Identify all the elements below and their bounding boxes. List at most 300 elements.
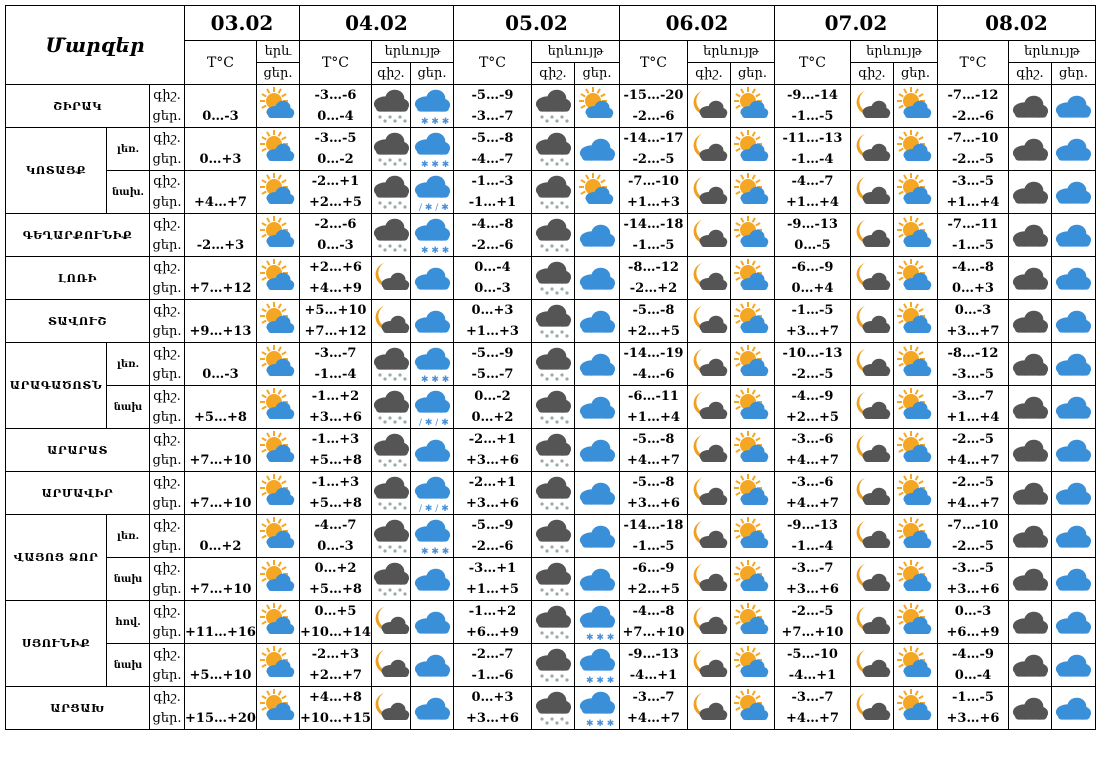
weather-icon-cell — [893, 515, 937, 558]
sun-cloud-icon — [733, 259, 771, 297]
sun-cloud-icon — [733, 388, 771, 426]
temp-cell: -1…+3 +5…+8 — [299, 472, 371, 515]
moon-cloud-icon — [853, 388, 891, 426]
cloud-sleet-icon — [413, 474, 451, 512]
sun-cloud-icon — [733, 474, 771, 512]
sun-cloud-icon — [259, 603, 297, 641]
temp-cell: -5…-8 +2…+5 — [619, 300, 687, 343]
weather-icon-cell — [256, 343, 299, 386]
moon-cloud-icon — [853, 517, 891, 555]
temp-day1: 0…-3 — [185, 85, 257, 128]
svg-text:✱ ✱ ✱: ✱ ✱ ✱ — [420, 375, 450, 383]
night-header: գիշ. — [850, 63, 893, 85]
sun-cloud-icon — [259, 388, 297, 426]
blue-cloud-icon — [1054, 87, 1092, 125]
weather-icon-cell — [850, 257, 893, 300]
date-3: 05.02 — [453, 6, 619, 41]
weather-icon-cell — [1008, 644, 1051, 687]
day-header: ցեր. — [1051, 63, 1095, 85]
temp-cell: -5…-9 -2…-6 — [453, 515, 531, 558]
weather-icon-cell — [371, 257, 410, 300]
weather-icon-cell — [687, 515, 730, 558]
weather-icon-cell — [850, 128, 893, 171]
weather-icon-cell — [893, 300, 937, 343]
weather-icon-cell — [687, 343, 730, 386]
day-header: ցեր. — [730, 63, 774, 85]
weather-icon-cell — [1051, 343, 1095, 386]
temp-cell: -14…-18 -1…-5 — [619, 515, 687, 558]
region-name: ԱՐԱԳԱԾՈՏՆ — [6, 343, 107, 429]
temp-cell: -3…-5 +3…+6 — [937, 558, 1008, 601]
weather-icon-cell — [574, 171, 619, 214]
temp-cell: -3…-7 +4…+7 — [619, 687, 687, 730]
sun-cloud-icon — [896, 689, 934, 727]
temp-day1: -2…+3 — [185, 214, 257, 257]
svg-text:✱ ✱ ✱: ✱ ✱ ✱ — [420, 246, 450, 254]
table-row — [6, 472, 1096, 515]
temp-cell: -14…-18 -1…-5 — [619, 214, 687, 257]
temp-cell: -2…+1 +3…+6 — [453, 472, 531, 515]
temp-cell: -4…-9 0…-4 — [937, 644, 1008, 687]
weather-icon-cell — [371, 386, 410, 429]
region-part: նախ. — [107, 171, 150, 214]
weather-icon-cell — [850, 300, 893, 343]
weather-icon-cell — [256, 257, 299, 300]
weather-icon-cell — [1051, 85, 1095, 128]
sun-cloud-icon — [896, 517, 934, 555]
weather-icon-cell — [893, 429, 937, 472]
weather-icon-cell — [1008, 472, 1051, 515]
weather-icon-cell — [371, 300, 410, 343]
sun-cloud-icon — [733, 87, 771, 125]
temp-cell: -1…-5 +3…+6 — [937, 687, 1008, 730]
dark-cloud-icon — [1011, 259, 1049, 297]
cloud-snow-icon — [534, 87, 572, 125]
sun-cloud-icon — [896, 259, 934, 297]
cloud-snow-icon — [534, 345, 572, 383]
weather-icon-cell — [574, 343, 619, 386]
weather-icon-cell — [850, 644, 893, 687]
weather-icon-cell — [893, 85, 937, 128]
time-of-day: գիշ. ցեր. — [150, 343, 185, 386]
weather-icon-cell — [850, 214, 893, 257]
blue-cloud-icon — [1054, 560, 1092, 598]
weather-icon-cell — [574, 429, 619, 472]
blue-cloud-icon — [1054, 216, 1092, 254]
weather-icon-cell — [1008, 300, 1051, 343]
weather-icon-cell — [371, 472, 410, 515]
sun-cloud-icon — [896, 388, 934, 426]
region-part: հով. — [107, 601, 150, 644]
moon-cloud-icon — [853, 474, 891, 512]
time-of-day: գիշ. ցեր. — [150, 515, 185, 558]
weather-icon-cell — [730, 601, 774, 644]
weather-icon-cell — [687, 171, 730, 214]
tc-header: T°C — [299, 41, 371, 85]
time-of-day: գիշ. ցեր. — [150, 300, 185, 343]
table-row — [6, 257, 1096, 300]
sun-cloud-icon — [896, 173, 934, 211]
cloud-snowflake-icon — [413, 216, 451, 254]
weather-icon-cell — [410, 214, 453, 257]
weather-icon-cell — [850, 472, 893, 515]
weather-icon-cell — [893, 128, 937, 171]
weather-icon-cell — [730, 128, 774, 171]
temp-cell: -9…-13 -4…+1 — [619, 644, 687, 687]
weather-icon-cell — [1008, 558, 1051, 601]
svg-text:✱ ✱ ✱: ✱ ✱ ✱ — [420, 160, 450, 168]
dark-cloud-icon — [1011, 474, 1049, 512]
cloud-snowflake-icon — [413, 87, 451, 125]
tc-header: T°C — [937, 41, 1008, 85]
dark-cloud-icon — [1011, 173, 1049, 211]
weather-icon-cell — [687, 558, 730, 601]
temp-cell: -2…-5 +4…+7 — [937, 429, 1008, 472]
weather-icon-cell — [1051, 300, 1095, 343]
moon-cloud-icon — [372, 603, 410, 641]
weather-icon-cell — [531, 343, 574, 386]
table-row — [6, 214, 1096, 257]
sun-cloud-icon — [578, 87, 616, 125]
sun-cloud-icon — [896, 87, 934, 125]
cloud-snowflake-icon — [578, 603, 616, 641]
weather-icon-cell — [850, 601, 893, 644]
weather-icon-cell — [256, 601, 299, 644]
moon-cloud-icon — [690, 259, 728, 297]
blue-cloud-icon — [1054, 388, 1092, 426]
time-of-day: գիշ. ցեր. — [150, 128, 185, 171]
moon-cloud-icon — [853, 689, 891, 727]
svg-text:✱ ✱ ✱: ✱ ✱ ✱ — [585, 719, 615, 727]
weather-icon-cell — [1051, 515, 1095, 558]
moon-cloud-icon — [853, 302, 891, 340]
regions-header: Մարզեր — [6, 6, 185, 85]
blue-cloud-icon — [1054, 517, 1092, 555]
weather-icon-cell — [531, 214, 574, 257]
cloud-snow-icon — [534, 474, 572, 512]
moon-cloud-icon — [372, 689, 410, 727]
temp-cell: -9…-13 0…-5 — [774, 214, 850, 257]
sun-cloud-icon — [733, 345, 771, 383]
moon-cloud-icon — [690, 302, 728, 340]
weather-header: երևույթ — [687, 41, 774, 63]
cloud-snow-icon — [534, 388, 572, 426]
moon-cloud-icon — [853, 259, 891, 297]
weather-icon-cell — [531, 257, 574, 300]
temp-cell: -6…-9 +2…+5 — [619, 558, 687, 601]
tc-header: T°C — [619, 41, 687, 85]
weather-icon-cell — [574, 515, 619, 558]
cloud-snow-icon — [534, 646, 572, 684]
blue-cloud-icon — [1054, 345, 1092, 383]
weather-icon-cell — [531, 644, 574, 687]
weather-icon-cell — [1051, 214, 1095, 257]
temp-day1: +7…+12 — [185, 257, 257, 300]
cloud-snowflake-icon — [413, 517, 451, 555]
temp-cell: -2…+1 +3…+6 — [453, 429, 531, 472]
cloud-snow-icon — [534, 517, 572, 555]
weather-icon-cell — [730, 85, 774, 128]
weather-icon-cell — [850, 515, 893, 558]
temp-cell: -3…-7 +4…+7 — [774, 687, 850, 730]
time-of-day: գիշ. ցեր. — [150, 85, 185, 128]
temp-day1: +7…+10 — [185, 472, 257, 515]
temp-day1: 0…+2 — [185, 515, 257, 558]
blue-cloud-icon — [578, 345, 616, 383]
cloud-snow-icon — [534, 216, 572, 254]
region-part: նախ — [107, 558, 150, 601]
region-name: ՏԱՎՈՒՇ — [6, 300, 150, 343]
weather-icon-cell — [574, 558, 619, 601]
blue-cloud-icon — [413, 302, 451, 340]
moon-cloud-icon — [853, 431, 891, 469]
moon-cloud-icon — [372, 259, 410, 297]
temp-cell: -3…+1 +1…+5 — [453, 558, 531, 601]
blue-cloud-icon — [578, 259, 616, 297]
weather-icon-cell — [531, 472, 574, 515]
temp-cell: -9…-13 -1…-4 — [774, 515, 850, 558]
weather-header: երևույթ — [531, 41, 619, 63]
weather-icon-cell — [574, 300, 619, 343]
moon-cloud-icon — [690, 87, 728, 125]
temp-cell: -3…-6 0…-4 — [299, 85, 371, 128]
table-row — [6, 429, 1096, 472]
day-header: ցեր. — [256, 63, 299, 85]
sun-cloud-icon — [733, 431, 771, 469]
weather-icon-cell — [1051, 171, 1095, 214]
temp-cell: -4…-7 +1…+4 — [774, 171, 850, 214]
sun-cloud-icon — [259, 130, 297, 168]
dark-cloud-icon — [1011, 345, 1049, 383]
date-6: 08.02 — [937, 6, 1095, 41]
region-part: լեռ. — [107, 343, 150, 386]
weather-icon-cell — [410, 601, 453, 644]
sun-cloud-icon — [896, 431, 934, 469]
moon-cloud-icon — [853, 173, 891, 211]
temp-cell: -5…-9 -5…-7 — [453, 343, 531, 386]
temp-cell: -15…-20 -2…-6 — [619, 85, 687, 128]
dark-cloud-icon — [1011, 388, 1049, 426]
temp-cell: -10…-13 -2…-5 — [774, 343, 850, 386]
region-part: լեռ. — [107, 128, 150, 171]
weather-icon-cell — [1051, 386, 1095, 429]
weather-icon-cell — [574, 601, 619, 644]
cloud-snow-icon — [372, 345, 410, 383]
region-name: ՎԱՅՈՑ ՁՈՐ — [6, 515, 107, 601]
time-of-day: գիշ. ցեր. — [150, 687, 185, 730]
blue-cloud-icon — [1054, 173, 1092, 211]
sun-cloud-icon — [259, 216, 297, 254]
sun-cloud-icon — [733, 517, 771, 555]
temp-day1: +5…+8 — [185, 386, 257, 429]
weather-icon-cell — [410, 472, 453, 515]
cloud-snow-icon — [534, 130, 572, 168]
weather-icon-cell — [850, 343, 893, 386]
temp-day1: +4…+7 — [185, 171, 257, 214]
moon-cloud-icon — [853, 345, 891, 383]
weather-icon-cell — [1008, 687, 1051, 730]
temp-cell: -1…+2 +3…+6 — [299, 386, 371, 429]
forecast-table — [5, 5, 1096, 730]
temp-cell: -8…-12 -3…-5 — [937, 343, 1008, 386]
blue-cloud-icon — [578, 560, 616, 598]
weather-header: երև — [256, 41, 299, 63]
weather-icon-cell — [1008, 85, 1051, 128]
weather-icon-cell — [410, 300, 453, 343]
cloud-snow-icon — [372, 216, 410, 254]
blue-cloud-icon — [413, 689, 451, 727]
weather-icon-cell — [687, 85, 730, 128]
weather-icon-cell — [256, 687, 299, 730]
weather-icon-cell — [687, 257, 730, 300]
weather-icon-cell — [574, 644, 619, 687]
cloud-snow-icon — [534, 560, 572, 598]
temp-cell: -6…-9 0…+4 — [774, 257, 850, 300]
sun-cloud-icon — [259, 87, 297, 125]
day-header: ցեր. — [410, 63, 453, 85]
weather-icon-cell — [256, 386, 299, 429]
dark-cloud-icon — [1011, 517, 1049, 555]
weather-icon-cell — [410, 687, 453, 730]
temp-cell: -7…-10 +1…+3 — [619, 171, 687, 214]
date-2: 04.02 — [299, 6, 453, 41]
temp-day1: 0…+3 — [185, 128, 257, 171]
cloud-sleet-icon — [413, 388, 451, 426]
temp-cell: -9…-14 -1…-5 — [774, 85, 850, 128]
sun-cloud-icon — [733, 646, 771, 684]
moon-cloud-icon — [853, 130, 891, 168]
weather-icon-cell — [850, 687, 893, 730]
cloud-snow-icon — [534, 603, 572, 641]
sun-cloud-icon — [259, 646, 297, 684]
temp-cell: 0…+2 +5…+8 — [299, 558, 371, 601]
weather-icon-cell — [531, 300, 574, 343]
sun-cloud-icon — [733, 603, 771, 641]
sun-cloud-icon — [733, 302, 771, 340]
blue-cloud-icon — [578, 216, 616, 254]
region-part: նախ — [107, 644, 150, 687]
region-part: նախ — [107, 386, 150, 429]
night-header: գիշ. — [687, 63, 730, 85]
moon-cloud-icon — [690, 130, 728, 168]
sun-cloud-icon — [896, 646, 934, 684]
dark-cloud-icon — [1011, 431, 1049, 469]
weather-icon-cell — [371, 429, 410, 472]
weather-icon-cell — [574, 85, 619, 128]
region-part: լեռ. — [107, 515, 150, 558]
temp-day1: +15…+20 — [185, 687, 257, 730]
cloud-snow-icon — [372, 87, 410, 125]
weather-icon-cell — [730, 257, 774, 300]
time-of-day: գիշ. ցեր. — [150, 472, 185, 515]
temp-cell: +5…+10 +7…+12 — [299, 300, 371, 343]
weather-icon-cell — [1051, 128, 1095, 171]
weather-icon-cell — [1008, 515, 1051, 558]
sun-cloud-icon — [259, 173, 297, 211]
svg-text:✱ ✱ ✱: ✱ ✱ ✱ — [585, 676, 615, 684]
temp-cell: -7…-10 -2…-5 — [937, 515, 1008, 558]
moon-cloud-icon — [690, 388, 728, 426]
weather-icon-cell — [371, 515, 410, 558]
night-header: գիշ. — [531, 63, 574, 85]
table-row — [6, 601, 1096, 644]
weather-icon-cell — [410, 343, 453, 386]
weather-icon-cell — [371, 171, 410, 214]
weather-icon-cell — [1008, 386, 1051, 429]
blue-cloud-icon — [578, 517, 616, 555]
blue-cloud-icon — [578, 388, 616, 426]
weather-icon-cell — [371, 214, 410, 257]
temp-day1: +7…+10 — [185, 429, 257, 472]
weather-icon-cell — [410, 429, 453, 472]
sun-cloud-icon — [896, 560, 934, 598]
weather-icon-cell — [574, 386, 619, 429]
temp-day1: +5…+10 — [185, 644, 257, 687]
region-name: ԳԵՂԱՐՔՈՒՆԻՔ — [6, 214, 150, 257]
tc-header: T°C — [774, 41, 850, 85]
weather-icon-cell — [893, 214, 937, 257]
time-of-day: գիշ. ցեր. — [150, 171, 185, 214]
weather-icon-cell — [410, 515, 453, 558]
temp-cell: -14…-19 -4…-6 — [619, 343, 687, 386]
sun-cloud-icon — [896, 302, 934, 340]
time-of-day: գիշ. ցեր. — [150, 644, 185, 687]
blue-cloud-icon — [578, 130, 616, 168]
svg-text:/ ✱ / ✱: / ✱ / ✱ — [418, 418, 449, 426]
temp-cell: -7…-10 -2…-5 — [937, 128, 1008, 171]
temp-cell: -6…-11 +1…+4 — [619, 386, 687, 429]
weather-icon-cell — [531, 429, 574, 472]
sun-cloud-icon — [896, 603, 934, 641]
temp-cell: -7…-12 -2…-6 — [937, 85, 1008, 128]
blue-cloud-icon — [1054, 259, 1092, 297]
svg-text:/ ✱ / ✱: / ✱ / ✱ — [418, 203, 449, 211]
weather-icon-cell — [730, 300, 774, 343]
weather-icon-cell — [371, 343, 410, 386]
cloud-snow-icon — [534, 689, 572, 727]
weather-icon-cell — [730, 515, 774, 558]
weather-icon-cell — [256, 429, 299, 472]
temp-cell: 0…+5 +10…+14 — [299, 601, 371, 644]
weather-icon-cell — [1008, 429, 1051, 472]
temp-cell: -3…-6 +4…+7 — [774, 472, 850, 515]
temp-cell: -1…+2 +6…+9 — [453, 601, 531, 644]
date-4: 06.02 — [619, 6, 774, 41]
temp-cell: -3…-5 +1…+4 — [937, 171, 1008, 214]
weather-icon-cell — [730, 472, 774, 515]
temp-cell: -8…-12 -2…+2 — [619, 257, 687, 300]
weather-icon-cell — [1008, 601, 1051, 644]
weather-icon-cell — [687, 429, 730, 472]
weather-icon-cell — [893, 472, 937, 515]
weather-icon-cell — [531, 171, 574, 214]
temp-day1: 0…-3 — [185, 343, 257, 386]
weather-icon-cell — [410, 128, 453, 171]
temp-day1: +11…+16 — [185, 601, 257, 644]
blue-cloud-icon — [1054, 302, 1092, 340]
weather-icon-cell — [256, 128, 299, 171]
moon-cloud-icon — [853, 560, 891, 598]
temp-cell: -5…-10 -4…+1 — [774, 644, 850, 687]
weather-icon-cell — [730, 171, 774, 214]
temp-cell: -2…+3 +2…+7 — [299, 644, 371, 687]
weather-icon-cell — [1051, 472, 1095, 515]
sun-cloud-icon — [259, 302, 297, 340]
moon-cloud-icon — [853, 87, 891, 125]
temp-day1: +9…+13 — [185, 300, 257, 343]
tc-header: T°C — [185, 41, 257, 85]
dark-cloud-icon — [1011, 130, 1049, 168]
